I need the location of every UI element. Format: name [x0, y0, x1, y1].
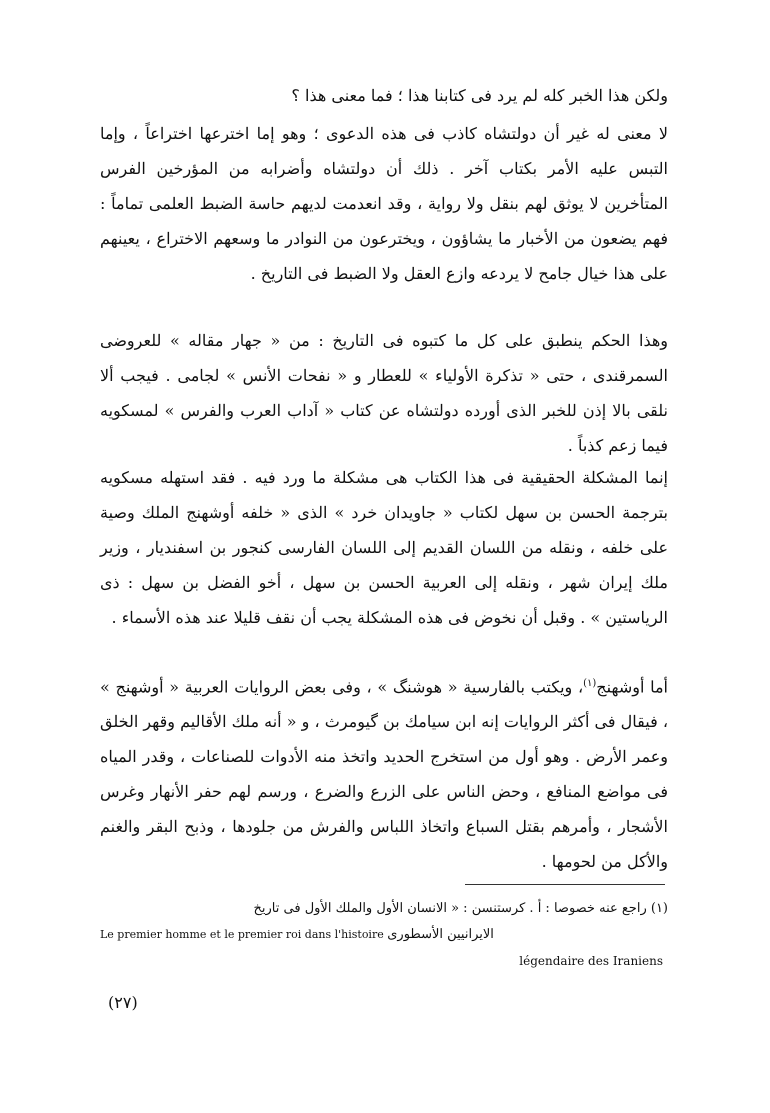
paragraph-2: [100, 116, 668, 291]
paragraph-1-text: ولكن هذا الخبر كله لم يرد فى كتابنا هذا ؛ فما معنى هذا ؟: [291, 86, 668, 105]
footnote-divider: [465, 884, 665, 885]
footnote-french-title: Le premier homme et le premier roi dans l'histoire: [100, 928, 384, 941]
paragraph-5: [100, 666, 668, 879]
paragraph-5-text: [100, 666, 668, 879]
paragraph-5-lead: أما أوشهنج: [596, 677, 668, 697]
footnote-line-3: légendaire des Iraniens: [519, 954, 663, 968]
footnote-arabic-continuation: الايرانيين الأسطورى: [387, 927, 494, 942]
footnote-line-1: (١) راجع عنه خصوصا : أ . كرستنسن : « الانسان الأول والملك الأول فى تاريخ: [253, 901, 668, 916]
paragraph-3-text: وهذا الحكم ينطبق على كل ما كتبوه فى التاريخ : من « جهار مقاله » للعروضى السمرقندى ، حتى « تذكرة الأولياء » للعطار و « نفحات الأنس » لجامى . فيجب ألا نلقى بالا إذن للخبر الذى أورده دولتشاه عن كتاب « آداب العرب والفرس » لمسكويه فيما زعم كذباً .: [100, 331, 668, 455]
paragraph-1: [100, 78, 668, 113]
page-number: (٢٧): [108, 993, 138, 1012]
paragraph-5-body: ، ويكتب بالفارسية « هوشنگ » ، وفى بعض الروايات العربية « أوشهنج » ، فيقال فى أكثر الروايات إنه ابن سيامك بن گيومرث ، و « أنه ملك الأقاليم وقهر الخلق وعمر الأرض . وهو أول من استخرج الحديد واتخذ منه الأدوات للصناعات ، وقدر المياه فى مواضع المنافع ، وحض الناس على الزرع والضرع ، ورسم لهم حفر الأنهار وغرس الأشجار ، وأمرهم بقتل السباع واتخاذ اللباس والفرش من جلودها ، وذبح البقر والغنم والأكل من لحومها .: [100, 677, 668, 872]
footnote-reference-mark: (١): [583, 678, 597, 689]
paragraph-2-text: لا معنى له غير أن دولتشاه كاذب فى هذه الدعوى ؛ وهو إما اخترعها اختراعاً ، وإما التبس عليه الأمر بكتاب آخر . ذلك أن دولتشاه وأضرابه من المؤرخين الفرس المتأخرين لا يوثق لهم بنقل ولا رواية ، وقد انعدمت لديهم حاسة الضبط العلمى تماماً : فهم يضعون من الأخبار ما يشاؤون ، ويخترعون من النوادر ما وسعهم الاختراع ، يعينهم على هذا خيال جامح لا يردعه وازع العقل ولا الضبط فى التاريخ .: [100, 124, 668, 283]
footnote-line-2: [100, 922, 668, 948]
paragraph-3: [100, 323, 668, 463]
paragraph-4: [100, 460, 668, 635]
paragraph-4-text: إنما المشكلة الحقيقية فى هذا الكتاب هى مشكلة ما ورد فيه . فقد استهله مسكويه بترجمة الحسن بن سهل لكتاب « جاويدان خرد » الذى « خلفه أوشهنج الملك وصية على خلفه ، ونقله من اللسان القديم إلى اللسان الفارسى كنجور بن اسفنديار ، وزير ملك إيران شهر ، ونقله إلى العربية الحسن بن سهل ، أخو الفضل بن سهل : ذى الرياستين » . وقبل أن نخوض فى هذه المشكلة يجب أن نقف قليلا عند هذه الأسماء .: [100, 468, 668, 627]
